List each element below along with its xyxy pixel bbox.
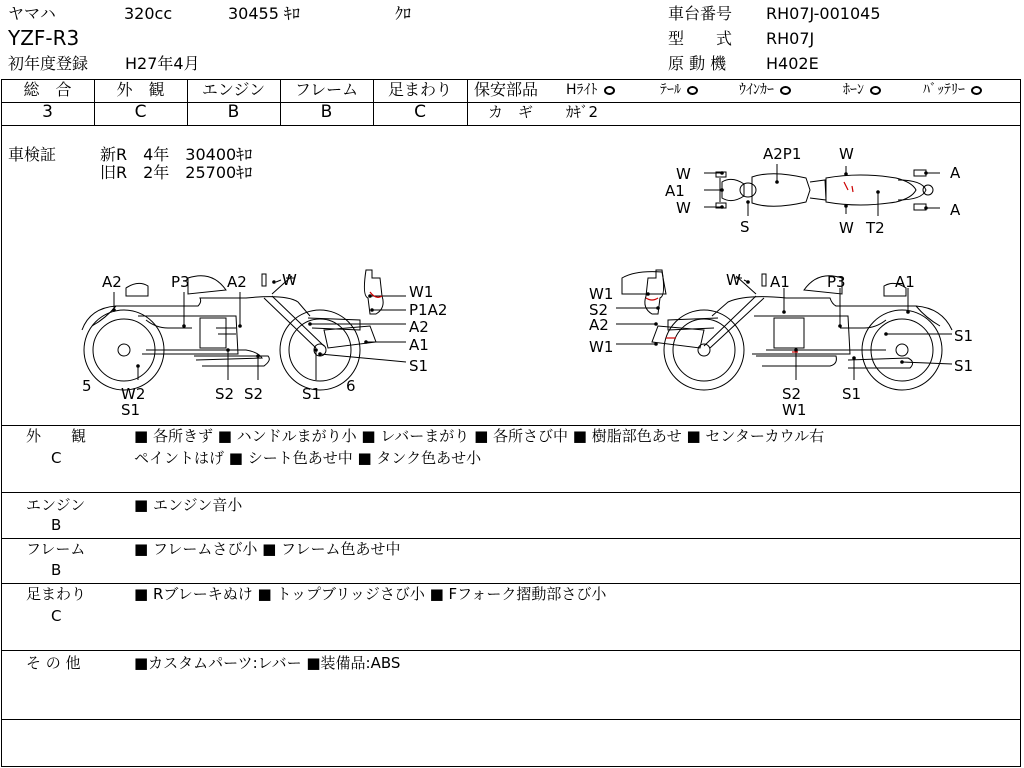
diagram-label: T2 xyxy=(866,219,885,237)
diagram-label: W1 xyxy=(782,401,807,419)
diagram-label: S2 xyxy=(589,301,609,319)
remark-grade-frame: B xyxy=(51,561,62,579)
safety-item-winker: ｳｲﾝｶｰ xyxy=(739,83,791,97)
diagram-label: A xyxy=(950,164,961,182)
diagram-label: S2 xyxy=(782,385,802,403)
grade-value-exterior: C xyxy=(134,102,147,122)
divider xyxy=(1,125,1021,126)
diagram-label: A1 xyxy=(770,273,790,291)
ok-circle-icon xyxy=(687,86,698,95)
diagram-label: A1 xyxy=(895,273,915,291)
diagram-label: P3 xyxy=(827,273,846,291)
ok-circle-icon xyxy=(604,86,615,95)
type-label: 型 式 xyxy=(668,29,733,48)
diagram-label: W xyxy=(839,219,854,237)
diagram-label: S1 xyxy=(842,385,862,403)
inspection-old: 旧R 2年 25700ｷﾛ xyxy=(100,163,253,182)
grade-value-overall: 3 xyxy=(42,102,53,122)
grade-header-overall: 総 合 xyxy=(23,80,72,99)
diagram-label: S1 xyxy=(409,357,429,375)
diagram-label: A2 xyxy=(227,273,247,291)
remark-text-suspension: ■ Rブレーキぬけ ■ トップブリッジさび小 ■ Fフォーク摺動部さび小 xyxy=(134,585,607,603)
remark-label-suspension: 足まわり xyxy=(26,585,87,603)
diagram-label: W2 xyxy=(121,385,146,403)
diagram-label: S xyxy=(740,218,750,236)
diagram-label: W xyxy=(726,271,741,289)
remark-label-frame: フレーム xyxy=(26,540,86,558)
safety-item-headlight: Hﾗｲﾄ xyxy=(566,83,615,97)
diagram-label: A2 xyxy=(102,273,122,291)
diagram-label: S2 xyxy=(244,385,264,403)
diagram-label: S1 xyxy=(954,357,974,375)
first-reg-label: 初年度登録 xyxy=(8,54,89,73)
remark-label-engine: エンジン xyxy=(26,496,86,514)
grade-header-frame: フレーム xyxy=(294,80,359,99)
diagram-label: W xyxy=(676,165,691,183)
diagram-label: W xyxy=(676,199,691,217)
divider xyxy=(1,583,1021,584)
ok-circle-icon xyxy=(870,86,881,95)
model-name: YZF-R3 xyxy=(8,26,80,50)
grade-value-engine: B xyxy=(227,102,240,122)
inspection-new: 新R 4年 30400ｷﾛ xyxy=(100,145,253,164)
remark-text-exterior: ■ 各所きず ■ ハンドルまがり小 ■ レバーまがり ■ 各所さび中 ■ 樹脂部色あせ ■ センターカウル右 xyxy=(134,427,825,445)
grade-header-engine: エンジン xyxy=(201,80,266,99)
frame-no-label: 車台番号 xyxy=(668,4,733,23)
diagram-label: A2P1 xyxy=(763,145,802,163)
key-value: ｶｷﾞ2 xyxy=(566,103,599,121)
remark-text-frame: ■ フレームさび小 ■ フレーム色あせ中 xyxy=(134,540,401,558)
remark-text-other: ■カスタムパーツ:レバー ■装備品:ABS xyxy=(134,654,401,672)
divider xyxy=(1,719,1021,720)
remark-grade-engine: B xyxy=(51,516,62,534)
safety-item-battery: ﾊﾞｯﾃﾘｰ xyxy=(923,83,982,97)
safety-item-tail: ﾃｰﾙ xyxy=(660,83,698,97)
remark-grade-suspension: C xyxy=(51,607,62,625)
diagram-label: 6 xyxy=(346,377,356,395)
diagram-label: P1A2 xyxy=(409,301,448,319)
diagram-label: A2 xyxy=(409,318,429,336)
diagram-label: S1 xyxy=(121,401,141,419)
diagram-label: W1 xyxy=(589,338,614,356)
engine-value: H402E xyxy=(766,54,819,73)
diagram-label: 5 xyxy=(82,377,92,395)
maker: ヤマハ xyxy=(8,4,56,23)
frame-no-value: RH07J-001045 xyxy=(766,4,881,23)
color: ｸﾛ xyxy=(395,4,412,23)
diagram-label: S2 xyxy=(215,385,235,403)
diagram-label: S1 xyxy=(954,327,974,345)
inspection-label: 車検証 xyxy=(8,145,57,164)
divider xyxy=(1,492,1021,493)
grade-value-frame: B xyxy=(320,102,333,122)
remark-label-exterior: 外 観 xyxy=(26,427,87,445)
first-reg-value: H27年4月 xyxy=(125,54,200,73)
diagram-label: A2 xyxy=(589,316,609,334)
remark-grade-exterior: C xyxy=(51,449,62,467)
safety-label: 保安部品 xyxy=(474,80,539,99)
diagram-label: A xyxy=(950,201,961,219)
top-view-diagram xyxy=(660,140,980,240)
grade-header-exterior: 外 観 xyxy=(116,80,165,99)
ok-circle-icon xyxy=(971,86,982,95)
divider xyxy=(467,79,468,125)
divider xyxy=(1,650,1021,651)
remark-label-other: そ の 他 xyxy=(26,654,81,672)
grade-header-suspension: 足まわり xyxy=(387,80,452,99)
displacement: 320cc xyxy=(124,4,173,23)
diagram-label: A1 xyxy=(665,182,685,200)
safety-item-horn: ﾎｰﾝ xyxy=(843,83,881,97)
diagram-label: W xyxy=(839,145,854,163)
type-value: RH07J xyxy=(766,29,815,48)
engine-label: 原 動 機 xyxy=(668,54,727,73)
ok-circle-icon xyxy=(780,86,791,95)
right-side-diagram xyxy=(586,268,986,420)
diagram-label: W xyxy=(282,271,297,289)
grade-value-suspension: C xyxy=(414,102,426,122)
diagram-label: W1 xyxy=(409,283,434,301)
key-label: カ ギ xyxy=(488,103,534,121)
diagram-label: P3 xyxy=(171,273,190,291)
diagram-label: A1 xyxy=(409,336,429,354)
remark-text-exterior-2: ペイントはげ ■ シート色あせ中 ■ タンク色あせ小 xyxy=(134,449,482,467)
remark-text-engine: ■ エンジン音小 xyxy=(134,496,243,514)
diagram-label: S1 xyxy=(302,385,322,403)
divider xyxy=(1,538,1021,539)
left-side-diagram xyxy=(76,268,466,420)
divider xyxy=(1,425,1021,426)
mileage: 30455 ｷﾛ xyxy=(228,4,300,23)
diagram-label: W1 xyxy=(589,285,614,303)
